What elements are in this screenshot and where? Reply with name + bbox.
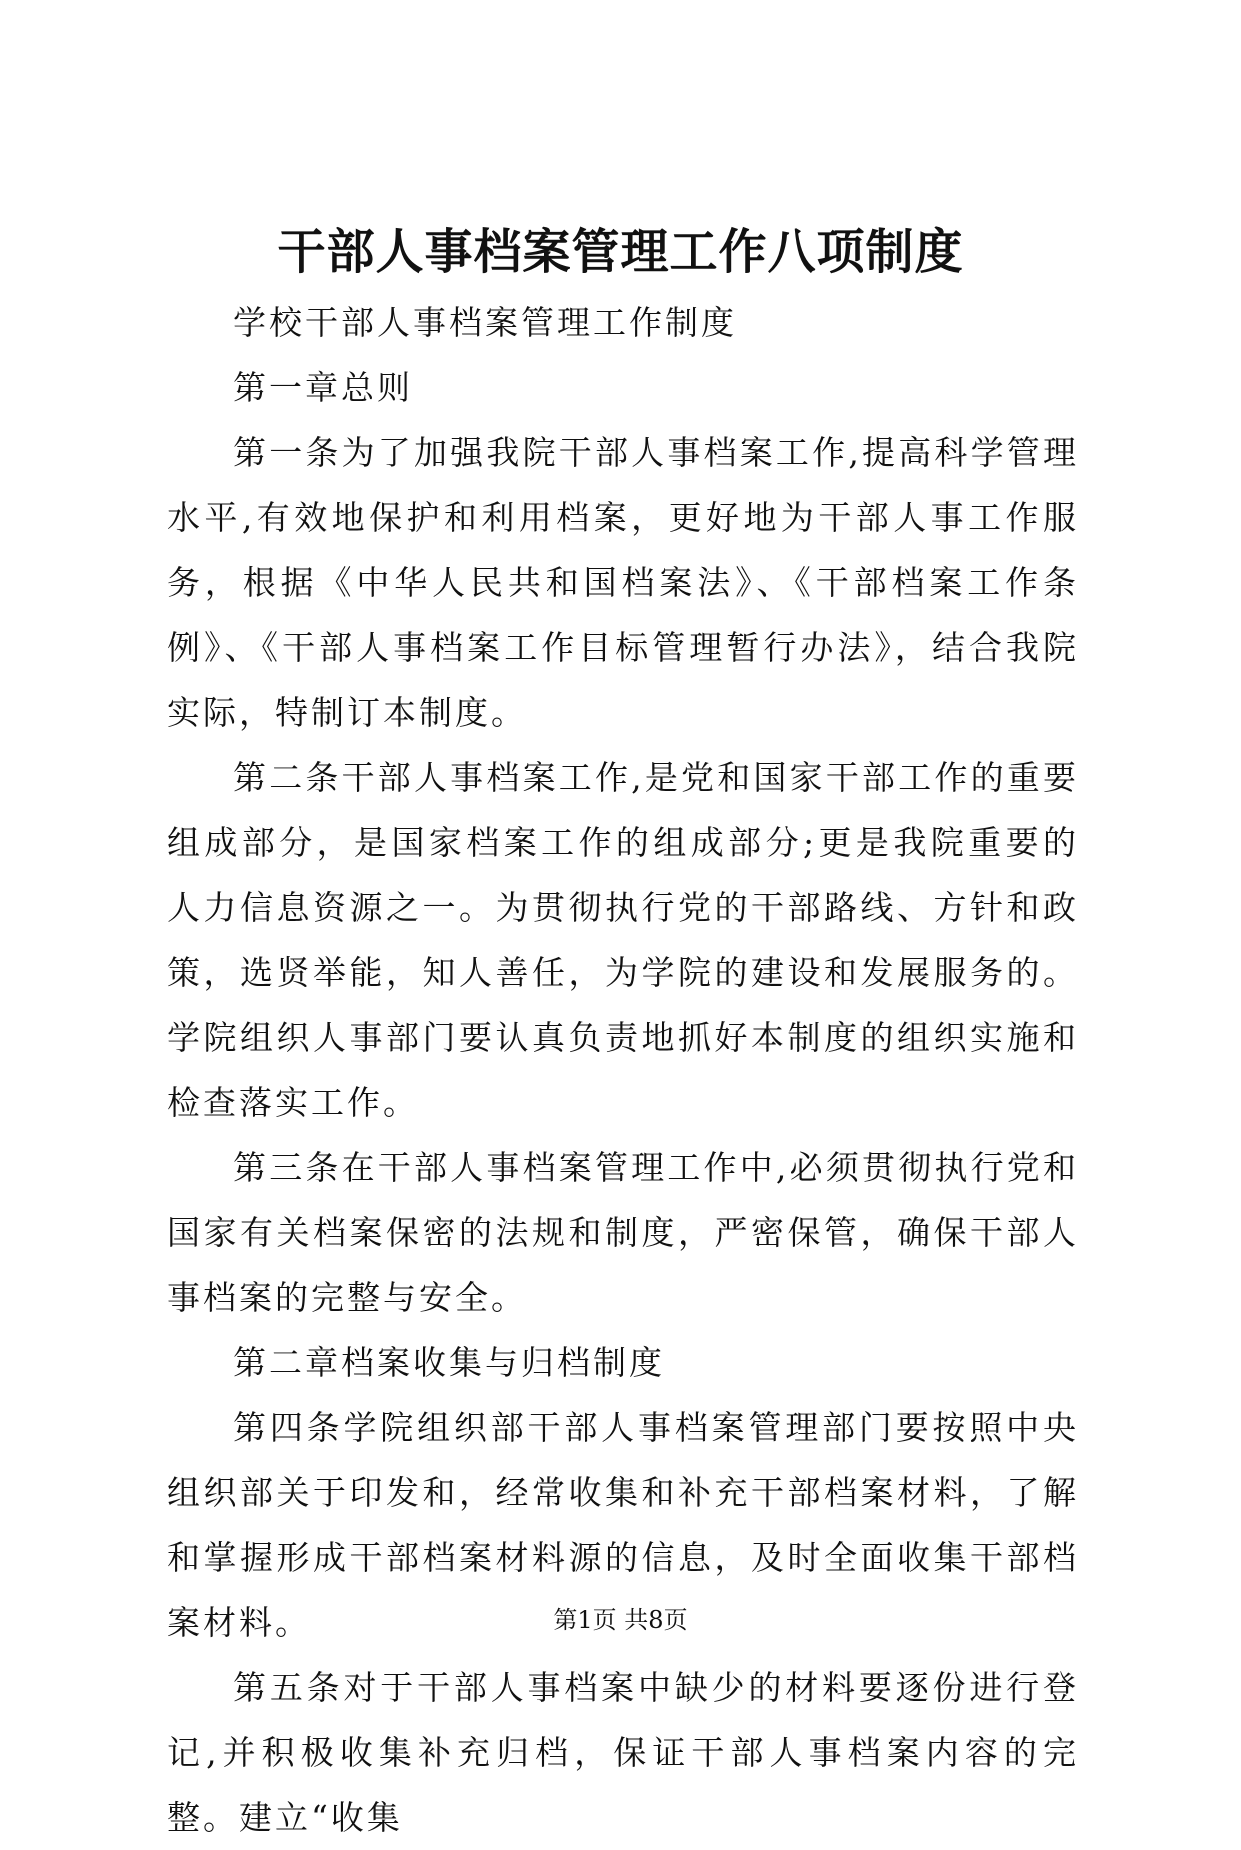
chapter-heading: 第二章档案收集与归档制度 — [233, 1343, 665, 1382]
body-paragraph: 学校干部人事档案管理工作制度 — [233, 303, 737, 342]
body-paragraph: 第一条为了加强我院干部人事档案工作,提高科学管理水平,有效地保护和利用档案，更好地为干部人事工作服务，根据《中华人民共和国档案法》、《干部档案工作条例》、《干部人事档案工作目标管理暂行办法》，结合我院实际，特制订本制度。 — [167, 433, 1079, 732]
document-title: 干部人事档案管理工作八项制度 — [277, 224, 964, 280]
body-paragraph: 第四条学院组织部干部人事档案管理部门要按照中央组织部关于印发和，经常收集和补充干部档案材料，了解和掌握形成干部档案材料源的信息，及时全面收集干部档案材料。 — [167, 1408, 1079, 1642]
body-paragraph: 第三条在干部人事档案管理工作中,必须贯彻执行党和国家有关档案保密的法规和制度，严密保管，确保干部人事档案的完整与安全。 — [167, 1148, 1079, 1317]
body-paragraph: 第五条对于干部人事档案中缺少的材料要逐份进行登记,并积极收集补充归档，保证干部人事档案内容的完整。建立“收集 — [167, 1668, 1079, 1837]
body-paragraph: 第二条干部人事档案工作,是党和国家干部工作的重要组成部分，是国家档案工作的组成部分;更是我院重要的人力信息资源之一。为贯彻执行党的干部路线、方针和政策，选贤举能，知人善任，为学院的建设和发展服务的。学院组织人事部门要认真负责地抓好本制度的组织实施和检查落实工作。 — [167, 758, 1079, 1122]
chapter-heading: 第一章总则 — [233, 368, 413, 407]
page-number-footer: 第1页 共8页 — [553, 1606, 688, 1634]
